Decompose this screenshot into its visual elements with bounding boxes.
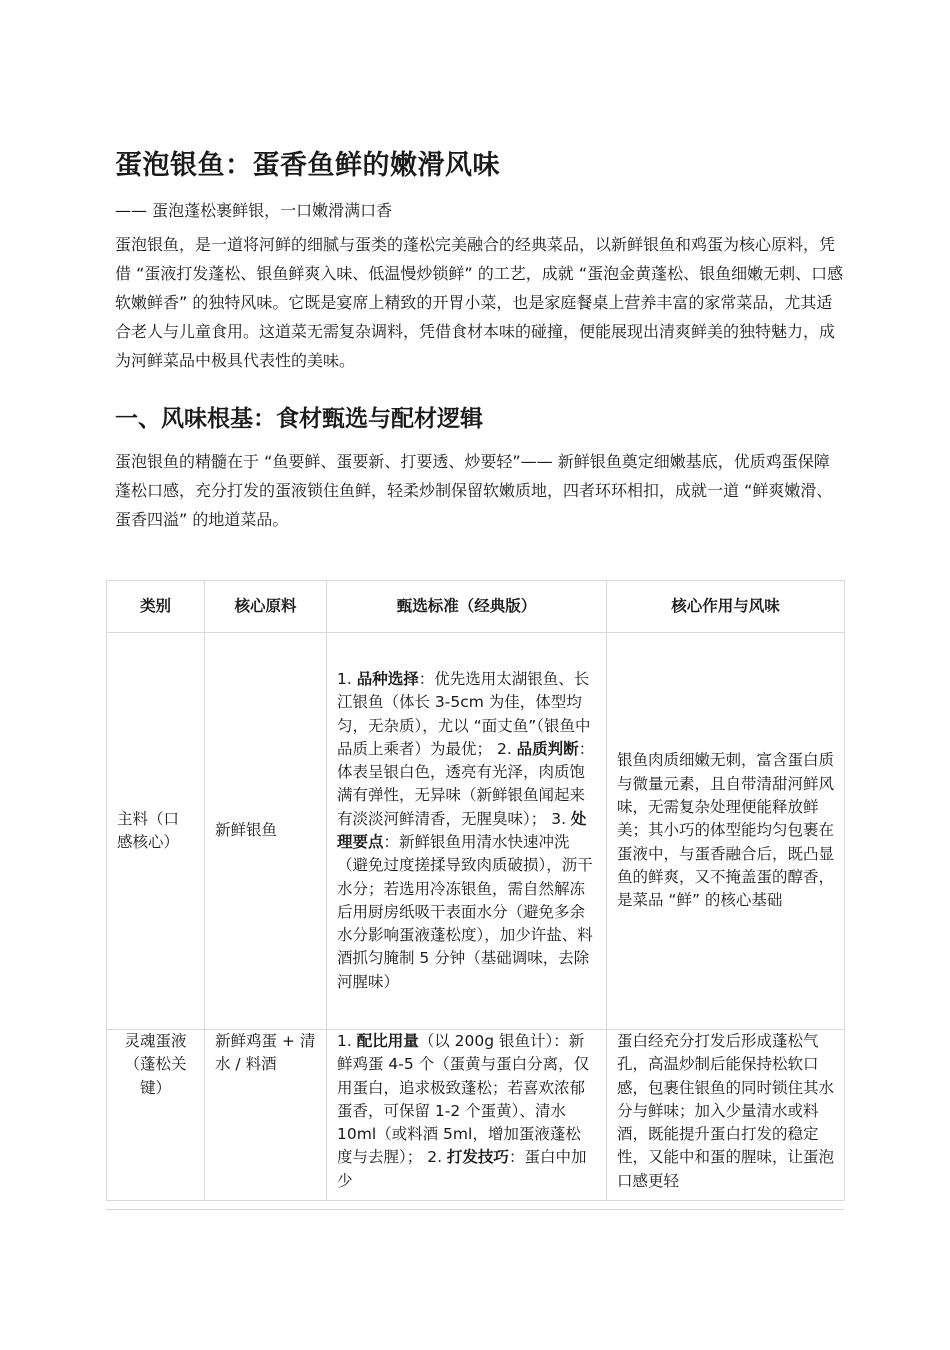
section-paragraph: 蛋泡银鱼的精髓在于 “鱼要鲜、蛋要新、打要透、炒要轻”—— 新鲜银鱼奠定细嫩基底，优质鸡蛋保障蓬松口感，充分打发的蛋液锁住鱼鲜，轻柔炒制保留软嫩质地，四者环环相扣，成就一道 “鲜爽嫩滑、蛋香四溢” 的地道菜品。: [115, 452, 833, 529]
document-body: [115, 140, 845, 534]
standard-item-number: 1.: [337, 669, 357, 688]
standard-text: ：蛋白中加少: [337, 1148, 587, 1190]
cell-role: 银鱼肉质细嫩无刺，富含蛋白质与微量元素，且自带清甜河鲜风味，无需复杂处理便能释放鲜美；其小巧的体型能均匀包裹在蛋液中，与蛋香融合后，既凸显鱼的鲜爽，又不掩盖蛋的醇香，是菜品 “鲜” 的核心基础: [607, 633, 845, 1030]
standard-label: 品种选择: [356, 669, 419, 688]
ingredient-table: [106, 580, 845, 1201]
standard-item-number: 1.: [337, 1032, 357, 1050]
standard-item-number: 2.: [427, 1148, 447, 1167]
cell-standard: [327, 633, 607, 1030]
standard-text: ：优先选用太湖银鱼、长江银鱼（体长 3-5cm 为佳，体型均匀，无杂质），尤以 “面丈鱼”（银鱼中品质上乘者）为最优；: [337, 669, 591, 758]
header-category: 类别: [107, 581, 205, 633]
cell-role: 蛋白经充分打发后形成蓬松气孔，高温炒制后能保持松软口感，包裹住银鱼的同时锁住其水分与鲜味；加入少量清水或料酒，既能提升蛋白打发的稳定性，又能中和蛋的腥味，让蛋泡口感更轻: [607, 1030, 845, 1201]
standard-label: 配比用量: [356, 1032, 419, 1050]
subtitle: —— 蛋泡蓬松裹鲜银，一口嫩滑满口香: [115, 201, 393, 220]
cell-material: 新鲜鸡蛋 + 清水 / 料酒: [205, 1030, 327, 1201]
standard-item-number: 2.: [496, 739, 517, 758]
standard-text: ：体表呈银白色，透亮有光泽，肉质饱满有弹性，无异味（新鲜银鱼闻起来有淡淡河鲜清香，无腥臭味）；: [337, 739, 595, 828]
header-role: 核心作用与风味: [607, 581, 845, 633]
page-bottom-cutoff: [106, 1209, 844, 1350]
page-title: 蛋泡银鱼：蛋香鱼鲜的嫩滑风味: [115, 150, 500, 181]
intro-paragraph: 蛋泡银鱼，是一道将河鲜的细腻与蛋类的蓬松完美融合的经典菜品，以新鲜银鱼和鸡蛋为核心原料，凭借 “蛋液打发蓬松、银鱼鲜爽入味、低温慢炒锁鲜” 的工艺，成就 “蛋泡金黄蓬松、银鱼细嫩无刺、口感软嫩鲜香” 的独特风味。它既是宴席上精致的开胃小菜，也是家庭餐桌上营养丰富的家常菜品，尤其适合老人与儿童食用。这道菜无需复杂调料，凭借食材本味的碰撞，便能展现出清爽鲜美的独特魅力，成为河鲜菜品中极具代表性的美味。: [115, 235, 844, 370]
standard-text: （以 200g 银鱼计）：新鲜鸡蛋 4-5 个（蛋黄与蛋白分离，仅用蛋白，追求极致蓬松；若喜欢浓郁蛋香，可保留 1-2 个蛋黄）、清水 10ml（或料酒 5ml，增加蛋液蓬松度与去腥）；: [337, 1032, 590, 1167]
standard-label: 品质判断: [516, 739, 579, 758]
table-header-row: [107, 581, 845, 633]
cell-material: 新鲜银鱼: [205, 633, 327, 1030]
standard-item-number: 3.: [551, 809, 571, 828]
cell-category: 主料（口感核心）: [107, 633, 205, 1030]
header-standard: 甄选标准（经典版）: [327, 581, 607, 633]
cell-category: 灵魂蛋液（蓬松关键）: [107, 1030, 205, 1201]
cell-standard: [327, 1030, 607, 1201]
standard-label: 打发技巧: [446, 1148, 509, 1167]
standard-text: ：新鲜银鱼用清水快速冲洗（避免过度搓揉导致肉质破损），沥干水分；若选用冷冻银鱼，需自然解冻后用厨房纸吸干表面水分（避免多余水分影响蛋液蓬松度），加少许盐、料酒抓匀腌制 5 分钟（基础调味，去除河腥味）: [337, 833, 593, 991]
standard-label: 处理要点: [337, 809, 587, 851]
table-row: [107, 1030, 845, 1201]
table-row: [107, 633, 845, 1030]
section-heading: 一、风味根基：食材甄选与配材逻辑: [115, 406, 483, 432]
header-material: 核心原料: [205, 581, 327, 633]
